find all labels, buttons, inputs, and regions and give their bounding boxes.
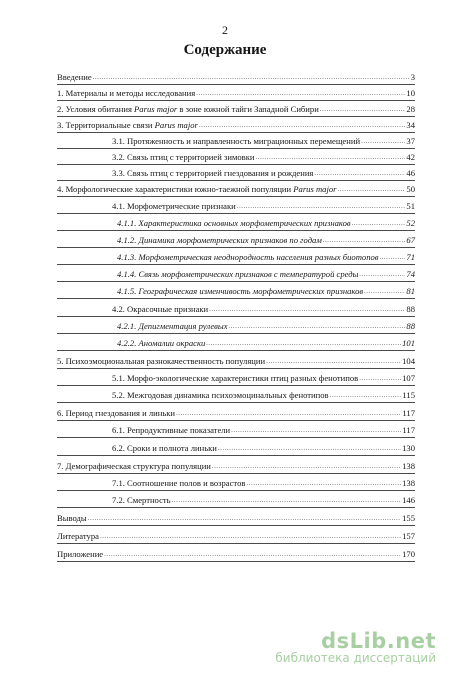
dot-leader [256, 152, 406, 162]
toc-entry-label: 5.2. Межгодовая динамика психоэмоцинальных фенотипов [112, 390, 329, 400]
toc-entry-label: 4.1.5. Географическая изменчивость морфометрических признаков [117, 286, 364, 296]
toc-entry-conclusions[interactable] [57, 511, 415, 526]
toc-entry-page: 52 [406, 218, 415, 228]
toc-entry-label: 6. Период гнездования и линьки [57, 408, 176, 418]
dot-leader [266, 356, 401, 366]
toc-entry-label: 3. Территориальные связи Parus major [57, 120, 198, 130]
toc-entry-page: 37 [406, 136, 415, 146]
toc-entry-page: 138 [402, 478, 415, 488]
toc-entry-page: 170 [402, 549, 415, 559]
dot-leader [196, 88, 405, 98]
toc-entry-label: 5. Психоэмоциональная разнокачественность популяции [57, 356, 266, 366]
toc-entry-page: 88 [406, 304, 415, 314]
toc-entry-section-4-1[interactable] [57, 199, 415, 214]
toc-entry-label: 3.1. Протяженность и направленность миграционных перемещений [112, 136, 361, 146]
dot-leader [100, 531, 401, 541]
toc-entry-page: 51 [406, 201, 415, 211]
dot-leader [320, 104, 406, 114]
toc-entry-chapter-5[interactable] [57, 354, 415, 369]
toc-entry-page: 10 [406, 88, 415, 98]
dot-leader [323, 235, 406, 245]
watermark-logo: dsLib.net [321, 629, 436, 653]
toc-entry-introduction[interactable] [57, 70, 415, 85]
dot-leader [172, 495, 402, 505]
toc-entry-page: 104 [402, 356, 415, 366]
toc-entry-label: 6.1. Репродуктивные показатели [112, 425, 231, 435]
toc-entry-label: 3.2. Связь птиц с территорией зимовки [112, 152, 255, 162]
toc-entry-subsection-4-1-1[interactable] [57, 216, 415, 231]
dot-leader [338, 184, 406, 194]
toc-entry-page: 74 [406, 269, 415, 279]
dot-leader [361, 136, 405, 146]
toc-entry-label: 4. Морфологические характеристики южно-таежной популяции Parus major [57, 184, 337, 194]
toc-entry-label: Введение [57, 72, 92, 82]
toc-entry-label: 1. Материалы и методы исследования [57, 88, 196, 98]
toc-entry-page: 46 [406, 168, 415, 178]
toc-entry-label: Выводы [57, 513, 87, 523]
toc-entry-page: 117 [402, 408, 415, 418]
toc-entry-page: 157 [402, 531, 415, 541]
toc-entry-label: 2. Условия обитания Parus major в зоне южной тайги Западной Сибири [57, 104, 319, 114]
toc-entry-label: 4.1.2. Динамика морфометрических признаков по годам [117, 235, 322, 245]
toc-entry-page: 155 [402, 513, 415, 523]
dot-leader [229, 321, 406, 331]
dot-leader [314, 168, 405, 178]
toc-entry-chapter-2[interactable] [57, 102, 415, 117]
toc-entry-section-5-1[interactable] [57, 371, 415, 386]
toc-entry-page: 28 [406, 104, 415, 114]
dot-leader [237, 201, 406, 211]
toc-entry-page: 81 [406, 286, 415, 296]
toc-entry-page: 34 [406, 120, 415, 130]
dot-leader [206, 338, 401, 348]
toc-entry-subsection-4-1-2[interactable] [57, 233, 415, 248]
toc-entry-label: 5.1. Морфо-экологические характеристики птиц разных фенотипов [112, 373, 359, 383]
dot-leader [209, 304, 405, 314]
dot-leader [359, 373, 401, 383]
toc-entry-label: 6.2. Сроки и полнота линьки [112, 443, 217, 453]
dot-leader [364, 286, 405, 296]
toc-entry-label: 3.3. Связь птиц с территорией гнездования и рождения [112, 168, 314, 178]
toc-entry-appendix[interactable] [57, 547, 415, 562]
toc-entry-label: 4.2.2. Аномалии окраски [117, 338, 206, 348]
watermark [275, 629, 436, 665]
toc-entry-page: 117 [402, 425, 415, 435]
toc-entry-section-4-2[interactable] [57, 302, 415, 317]
toc-entry-page: 115 [402, 390, 415, 400]
dot-leader [212, 461, 401, 471]
toc-entry-page: 71 [406, 252, 415, 262]
toc-entry-label: 4.2.1. Депигментация рулевых [117, 321, 228, 331]
toc-entry-page: 138 [402, 461, 415, 471]
dot-leader [218, 443, 401, 453]
toc-entry-page: 101 [402, 338, 415, 348]
toc-entry-page: 50 [406, 184, 415, 194]
toc-entry-section-6-2[interactable] [57, 441, 415, 456]
page-number: 2 [222, 23, 228, 37]
dot-leader [380, 252, 406, 262]
dot-leader [93, 72, 410, 82]
toc-entry-page: 130 [402, 443, 415, 453]
toc-entry-subsection-4-1-5[interactable] [57, 284, 415, 299]
toc-entry-chapter-6[interactable] [57, 406, 415, 421]
dot-leader [352, 218, 406, 228]
toc-entry-section-5-2[interactable] [57, 388, 415, 403]
toc-entry-page: 146 [402, 495, 415, 505]
toc-entry-label: 7. Демографическая структура популяции [57, 461, 211, 471]
toc-entry-subsection-4-2-1[interactable] [57, 319, 415, 334]
toc-entry-subsection-4-1-4[interactable] [57, 267, 415, 282]
toc-entry-section-6-1[interactable] [57, 423, 415, 438]
dot-leader [359, 269, 405, 279]
toc-entry-page: 42 [406, 152, 415, 162]
toc-entry-page: 67 [406, 235, 415, 245]
toc-entry-label: 4.1. Морфометрические признаки [112, 201, 236, 211]
toc-entry-label: 4.1.3. Морфометрическая неоднородность населения разных биотопов [117, 252, 379, 262]
toc-entry-label: 7.1. Соотношение полов и возрастов [112, 478, 246, 488]
watermark-subtitle: библиотека диссертаций [275, 651, 436, 665]
toc-entry-subsection-4-2-2[interactable] [57, 336, 415, 351]
dot-leader [104, 549, 401, 559]
toc-entry-chapter-1[interactable] [57, 86, 415, 101]
toc-entry-label: Литература [57, 531, 99, 541]
toc-entry-section-7-2[interactable] [57, 493, 415, 508]
toc-entry-label: 4.1.4. Связь морфометрических признаков с температурой среды [117, 269, 359, 279]
toc-entry-chapter-7[interactable] [57, 459, 415, 474]
toc-entry-label: 4.1.1. Характеристика основных морфометрических признаков [117, 218, 351, 228]
toc-entry-page: 88 [406, 321, 415, 331]
toc-entry-section-7-1[interactable] [57, 476, 415, 491]
toc-entry-label: Приложение [57, 549, 104, 559]
dot-leader [330, 390, 402, 400]
toc-entry-chapter-4[interactable] [57, 182, 415, 197]
toc-entry-section-3-3[interactable] [57, 166, 415, 181]
toc-entry-label: 7.2. Смертность [112, 495, 171, 505]
toc-entry-page: 3 [410, 72, 415, 82]
toc-entry-label: 4.2. Окрасочные признаки [112, 304, 209, 314]
toc-entry-section-3-2[interactable] [57, 150, 415, 165]
dot-leader [199, 120, 406, 130]
toc-entry-literature[interactable] [57, 529, 415, 544]
toc-entry-chapter-3[interactable] [57, 118, 415, 133]
toc-entry-section-3-1[interactable] [57, 134, 415, 149]
dot-leader [176, 408, 401, 418]
toc-entry-page: 107 [402, 373, 415, 383]
dot-leader [246, 478, 401, 488]
toc-entry-subsection-4-1-3[interactable] [57, 250, 415, 265]
page-title: Содержание [183, 42, 267, 58]
dot-leader [231, 425, 401, 435]
dot-leader [88, 513, 401, 523]
